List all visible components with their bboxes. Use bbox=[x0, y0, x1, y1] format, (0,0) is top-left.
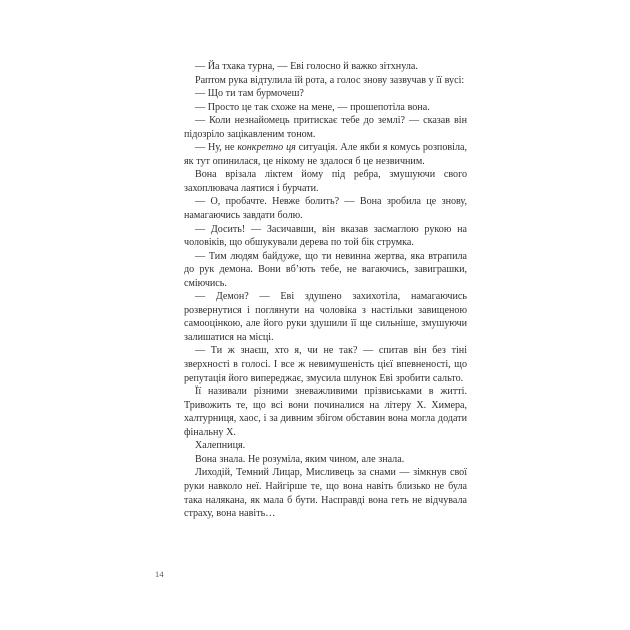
paragraph: — О, пробачте. Невже болить? — Вона зробила це знову, намагаючись завдати болю. bbox=[184, 196, 467, 222]
paragraph: — Досить! — Засичавши, він вказав засмаглою рукою на чоловіків, що обшукували дерева по той бік струмка. bbox=[184, 223, 467, 249]
body-text-column bbox=[184, 60, 467, 521]
paragraph: Раптом рука відтулила їй рота, а голос знову зазвучав у її вусі: bbox=[195, 74, 465, 86]
paragraph: Її називали різними зневажливими прізвиськами в житті. Тривожить те, що всі вони починалися на літеру Х. Химера, халтурниця, хаос, і за дивним збігом обставин вона могла додати фінальну Х. bbox=[184, 386, 467, 438]
paragraph-with-emphasis bbox=[184, 141, 467, 168]
paragraph: — Коли незнайомець притискає тебе до землі? — сказав він підозріло зацікавленим тоном. bbox=[184, 115, 467, 140]
paragraph: Вона врізала ліктем йому під ребра, змушуючи свого захоплювача лаятися і бурчати. bbox=[184, 169, 467, 194]
emphasized-phrase: конкретно ця bbox=[237, 142, 296, 154]
paragraph: — Йа тхака турна, — Еві голосно й важко зітхнула. bbox=[195, 61, 418, 72]
paragraph: — Ти ж знаєш, хто я, чи не так? — спитав він без тіні зверхності в голосі. І все ж невимушеність цієї впевненості, що репутація його випереджає, змусила шлунок Еві зробити сальто. bbox=[184, 345, 467, 384]
paragraph: — Демон? — Еві здушено захихотіла, намагаючись розвернутися і поглянути на чоловіка з настільки завищеною самооцінкою, але його руки здушили її ще сильніше, змушуючи залишатися на місці. bbox=[184, 291, 467, 343]
paragraph: Вона знала. Не розуміла, яким чином, але знала. bbox=[195, 453, 405, 465]
paragraph: — Просто це так схоже на мене, — прошепотіла вона. bbox=[195, 101, 430, 113]
page-number: 14 bbox=[155, 570, 164, 579]
paragraph-text-lead: — Ну, не bbox=[195, 142, 238, 154]
paragraph: — Тим людям байдуже, що ти невинна жертва, яка втрапила до рук демона. Вони вб’ють тебе, не вагаючись, завиграшки, сміючись. bbox=[184, 250, 467, 289]
paragraph: Лиходій, Темний Лицар, Мисливець за снами — зімкнув свої руки навколо неї. Найгірше те, що вона навіть близько не була така налякана, як мала б бути. Насправді вона геть не відчувала страху, вона навіть… bbox=[184, 467, 467, 520]
paragraph-text-tail: ситуація. Але якби я комусь розповіла, як тут опинилася, це нікому не здалося б це незвичним. bbox=[184, 142, 467, 167]
paragraph: — Що ти там бурмочеш? bbox=[195, 88, 304, 100]
paragraph: Халепниця. bbox=[195, 440, 246, 452]
